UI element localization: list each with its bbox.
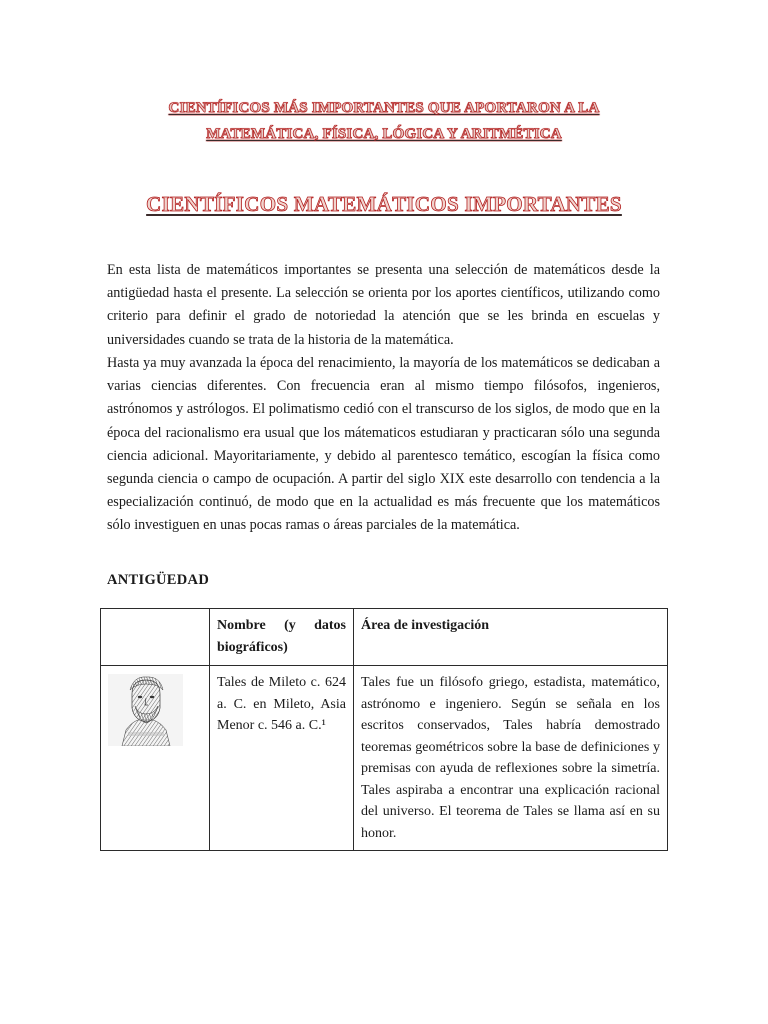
header-name-cell: Nombre (y datos biográficos): [210, 609, 354, 666]
area-cell: Tales fue un filósofo griego, estadista, matemático, astrónomo e ingeniero. Según se señala en los escritos conservados, Tales habría demostrado teoremas geométricos sobre la base de definiciones y premisas con ayuda de reflexiones sobre la simetría. Tales aspiraba a encontrar una explicación racional del universo. El teorema de Tales se llama así en su honor.: [354, 666, 668, 851]
name-bio-cell: Tales de Mileto c. 624 a. C. en Mileto, Asia Menor c. 546 a. C.¹: [210, 666, 354, 851]
history-paragraph: Hasta ya muy avanzada la época del renacimiento, la mayoría de los matemáticos se dedicaban a varias ciencias diferentes. Con frecuencia eran al mismo tiempo filósofos, ingenieros, astrónomos y astrólogos. El polimatismo cedió con el transcurso de los siglos, de modo que en la época del racionalismo era usual que los mátematicos estudiaran y practicaran sólo una segunda ciencia adicional. Mayoritariamente, y debido al parentesco temático, escogían la física como segunda ciencia o campo de ocupación. A partir del siglo XIX este desarrollo con tendencia a la especialización continuó, de modo que en la actualidad es más frecuente que los matemáticos sólo investiguen en unas pocas ramas o áreas parciales de la matemática.: [107, 355, 660, 534]
table-row: [101, 666, 668, 851]
main-title-line-2: MATEMÁTICA, FÍSICA, LÓGICA Y ARITMÉTICA: [206, 126, 562, 142]
bust-portrait-icon: [108, 674, 183, 746]
portrait-cell: [101, 666, 210, 851]
section-heading: ANTIGÜEDAD: [107, 572, 210, 588]
subtitle: CIENTÍFICOS MATEMÁTICOS IMPORTANTES: [146, 192, 622, 216]
table-header-row: [101, 609, 668, 666]
main-title-line-1: CIENTÍFICOS MÁS IMPORTANTES QUE APORTARON A LA: [168, 100, 600, 116]
header-portrait-cell: [101, 609, 210, 666]
intro-paragraph: En esta lista de matemáticos importantes se presenta una selección de matemáticos desde la antigüedad hasta el presente. La selección se orienta por los aportes científicos, utilizando como criterio para definir el grado de notoriedad la atención que se les brinda en escuelas y universidades cuando se trata de la historia de la matemática.: [107, 262, 660, 348]
header-area-cell: Área de investigación: [354, 609, 668, 666]
mathematicians-table: [100, 608, 668, 851]
